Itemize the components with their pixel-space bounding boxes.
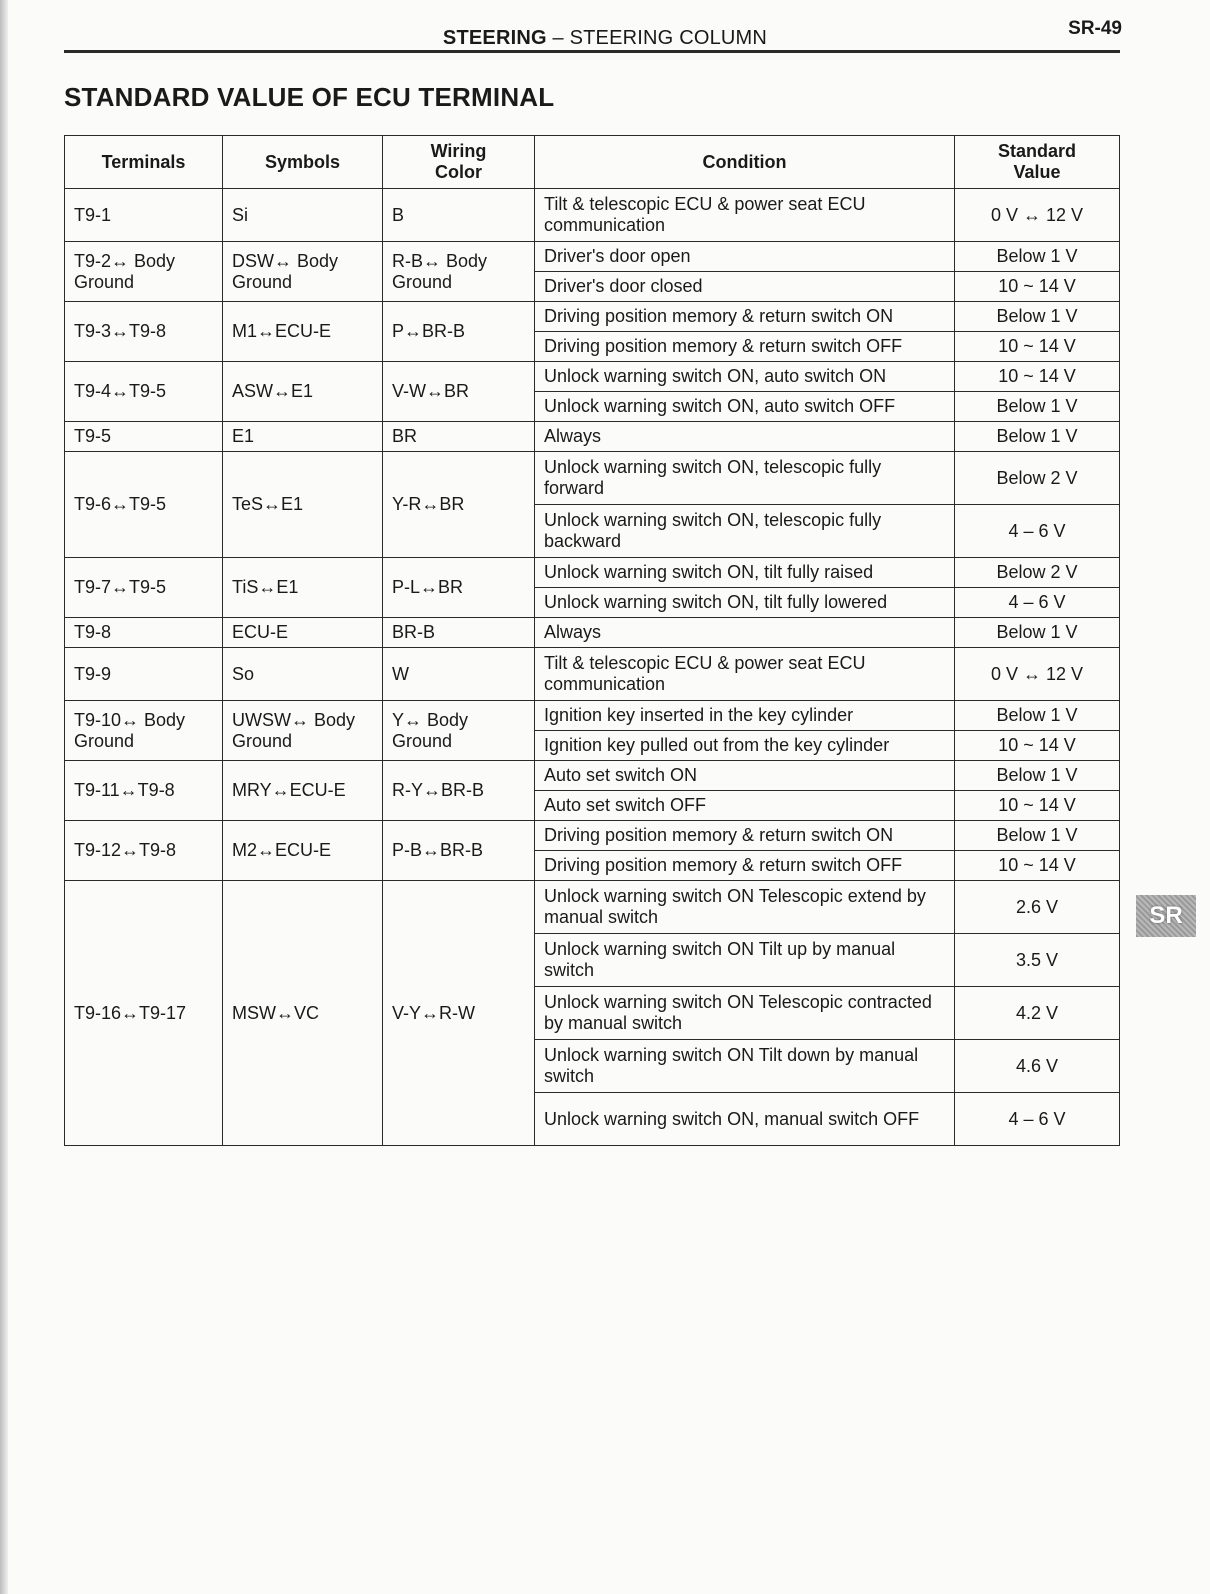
wiring-color-cell: BR	[383, 422, 535, 452]
terminal-cell: T9-7↔T9-5	[65, 558, 223, 618]
table-row	[65, 881, 1120, 934]
header-rule	[64, 50, 1120, 53]
table-row	[65, 558, 1120, 588]
header-subsection: – STEERING COLUMN	[546, 27, 768, 49]
section-title: STANDARD VALUE OF ECU TERMINAL	[64, 82, 555, 112]
terminal-cell: T9-8	[65, 618, 223, 648]
standard-value-cell: 10 ~ 14 V	[955, 851, 1120, 881]
scan-edge	[0, 0, 8, 1594]
terminal-cell: T9-4↔T9-5	[65, 362, 223, 422]
wiring-color-cell: W	[383, 648, 535, 701]
page-number: SR-49	[1068, 18, 1122, 39]
condition-cell: Always	[535, 618, 955, 648]
standard-value-cell: 0 V ↔ 12 V	[955, 189, 1120, 242]
table-row	[65, 761, 1120, 791]
condition-cell: Driving position memory & return switch ON	[535, 302, 955, 332]
symbol-cell: E1	[223, 422, 383, 452]
table-row	[65, 618, 1120, 648]
condition-cell: Tilt & telescopic ECU & power seat ECU communication	[535, 648, 955, 701]
standard-value-cell: Below 1 V	[955, 242, 1120, 272]
condition-cell: Unlock warning switch ON Telescopic contracted by manual switch	[535, 987, 955, 1040]
standard-value-cell: 10 ~ 14 V	[955, 272, 1120, 302]
wiring-color-cell: P-L↔BR	[383, 558, 535, 618]
symbol-cell: MSW↔VC	[223, 881, 383, 1146]
standard-value-cell: 4 – 6 V	[955, 505, 1120, 558]
symbol-cell: Si	[223, 189, 383, 242]
condition-cell: Unlock warning switch ON, auto switch ON	[535, 362, 955, 392]
terminal-cell: T9-3↔T9-8	[65, 302, 223, 362]
standard-value-cell: 3.5 V	[955, 934, 1120, 987]
symbol-cell: M2↔ECU-E	[223, 821, 383, 881]
table-row	[65, 302, 1120, 332]
wiring-color-cell: V-W↔BR	[383, 362, 535, 422]
condition-cell: Driving position memory & return switch ON	[535, 821, 955, 851]
condition-cell: Unlock warning switch ON Tilt down by manual switch	[535, 1040, 955, 1093]
wiring-color-cell: B	[383, 189, 535, 242]
condition-cell: Ignition key inserted in the key cylinder	[535, 701, 955, 731]
wiring-color-cell: Y↔ Body Ground	[383, 701, 535, 761]
wiring-color-cell: P↔BR-B	[383, 302, 535, 362]
condition-cell: Driver's door closed	[535, 272, 955, 302]
symbol-cell: So	[223, 648, 383, 701]
wiring-color-cell: V-Y↔R-W	[383, 881, 535, 1146]
terminal-cell: T9-16↔T9-17	[65, 881, 223, 1146]
condition-cell: Tilt & telescopic ECU & power seat ECU communication	[535, 189, 955, 242]
table-row	[65, 452, 1120, 505]
standard-value-cell: 4 – 6 V	[955, 588, 1120, 618]
standard-value-cell: Below 1 V	[955, 761, 1120, 791]
table-row	[65, 422, 1120, 452]
wiring-color-cell: P-B↔BR-B	[383, 821, 535, 881]
standard-value-cell: 4 – 6 V	[955, 1093, 1120, 1146]
table-row	[65, 189, 1120, 242]
table-row	[65, 242, 1120, 272]
standard-value-cell: 0 V ↔ 12 V	[955, 648, 1120, 701]
terminal-cell: T9-6↔T9-5	[65, 452, 223, 558]
terminal-cell: T9-1	[65, 189, 223, 242]
standard-value-cell: 2.6 V	[955, 881, 1120, 934]
symbol-cell: ECU-E	[223, 618, 383, 648]
wiring-color-cell: BR-B	[383, 618, 535, 648]
condition-cell: Unlock warning switch ON Telescopic extend by manual switch	[535, 881, 955, 934]
standard-value-cell: Below 1 V	[955, 392, 1120, 422]
symbol-cell: DSW↔ Body Ground	[223, 242, 383, 302]
condition-cell: Driving position memory & return switch OFF	[535, 332, 955, 362]
running-header	[0, 27, 1210, 50]
standard-value-cell: Below 1 V	[955, 302, 1120, 332]
table-row	[65, 821, 1120, 851]
standard-value-cell: 10 ~ 14 V	[955, 332, 1120, 362]
standard-value-cell: Below 1 V	[955, 701, 1120, 731]
condition-cell: Unlock warning switch ON, auto switch OFF	[535, 392, 955, 422]
standard-value-cell: 10 ~ 14 V	[955, 731, 1120, 761]
header-terminals: Terminals	[65, 136, 223, 189]
table-row	[65, 362, 1120, 392]
terminal-cell: T9-10↔ Body Ground	[65, 701, 223, 761]
table-header-row	[65, 136, 1120, 189]
header-section: STEERING	[442, 27, 547, 49]
condition-cell: Auto set switch OFF	[535, 791, 955, 821]
condition-cell: Ignition key pulled out from the key cylinder	[535, 731, 955, 761]
header-standard-value: Standard Value	[955, 136, 1120, 189]
header-symbols: Symbols	[223, 136, 383, 189]
header-condition: Condition	[535, 136, 955, 189]
terminal-cell: T9-2↔ Body Ground	[65, 242, 223, 302]
condition-cell: Always	[535, 422, 955, 452]
standard-value-cell: Below 1 V	[955, 618, 1120, 648]
symbol-cell: TiS↔E1	[223, 558, 383, 618]
ecu-terminal-table	[64, 135, 1120, 1146]
standard-value-cell: 4.6 V	[955, 1040, 1120, 1093]
wiring-color-cell: R-Y↔BR-B	[383, 761, 535, 821]
section-tab-sr: SR	[1136, 895, 1196, 937]
standard-value-cell: Below 2 V	[955, 558, 1120, 588]
condition-cell: Unlock warning switch ON, manual switch OFF	[535, 1093, 955, 1146]
condition-cell: Unlock warning switch ON Tilt up by manual switch	[535, 934, 955, 987]
terminal-cell: T9-5	[65, 422, 223, 452]
header-wiring-color: Wiring Color	[383, 136, 535, 189]
symbol-cell: ASW↔E1	[223, 362, 383, 422]
condition-cell: Driving position memory & return switch OFF	[535, 851, 955, 881]
standard-value-cell: Below 1 V	[955, 422, 1120, 452]
standard-value-cell: 4.2 V	[955, 987, 1120, 1040]
standard-value-cell: Below 2 V	[955, 452, 1120, 505]
symbol-cell: TeS↔E1	[223, 452, 383, 558]
condition-cell: Unlock warning switch ON, telescopic fully backward	[535, 505, 955, 558]
standard-value-cell: Below 1 V	[955, 821, 1120, 851]
condition-cell: Driver's door open	[535, 242, 955, 272]
table-row	[65, 701, 1120, 731]
table-row	[65, 648, 1120, 701]
wiring-color-cell: Y-R↔BR	[383, 452, 535, 558]
terminal-cell: T9-12↔T9-8	[65, 821, 223, 881]
standard-value-cell: 10 ~ 14 V	[955, 362, 1120, 392]
symbol-cell: M1↔ECU-E	[223, 302, 383, 362]
symbol-cell: MRY↔ECU-E	[223, 761, 383, 821]
terminal-cell: T9-11↔T9-8	[65, 761, 223, 821]
condition-cell: Unlock warning switch ON, tilt fully lowered	[535, 588, 955, 618]
wiring-color-cell: R-B↔ Body Ground	[383, 242, 535, 302]
symbol-cell: UWSW↔ Body Ground	[223, 701, 383, 761]
condition-cell: Unlock warning switch ON, tilt fully raised	[535, 558, 955, 588]
condition-cell: Unlock warning switch ON, telescopic fully forward	[535, 452, 955, 505]
condition-cell: Auto set switch ON	[535, 761, 955, 791]
standard-value-cell: 10 ~ 14 V	[955, 791, 1120, 821]
terminal-cell: T9-9	[65, 648, 223, 701]
